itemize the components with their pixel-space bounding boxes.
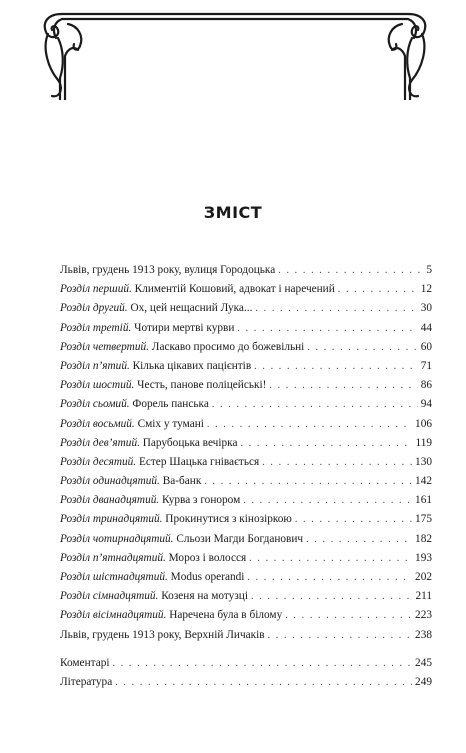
toc-entry: [60, 437, 432, 456]
toc-entry-text: [60, 609, 282, 621]
page-number: 71: [420, 359, 432, 372]
page-number: 142: [415, 475, 432, 488]
page-number: 5: [426, 264, 432, 276]
section-gap: [60, 648, 432, 657]
toc-entry-text: [60, 513, 292, 525]
dot-leader: [251, 591, 412, 602]
toc-entry-text: [60, 379, 266, 391]
toc-entry-text: [60, 322, 234, 334]
page-number: 249: [415, 675, 432, 688]
page-number: 202: [415, 571, 432, 583]
chapter-label: Розділ вісімнадцятий.: [60, 609, 167, 622]
dot-leader: [113, 658, 413, 669]
dot-leader: [295, 514, 412, 525]
toc-entry-text: [60, 657, 110, 669]
toc-entry: [60, 341, 432, 360]
toc-entry: [60, 552, 432, 571]
chapter-title: Прокинутися з кінозіркою: [165, 513, 292, 526]
page-number: 60: [420, 340, 432, 353]
dot-leader: [254, 361, 418, 372]
toc-entry: [60, 322, 432, 341]
page-number: 161: [415, 494, 432, 507]
toc-entry: [60, 571, 432, 590]
page-number: 245: [415, 656, 432, 669]
toc-entry: [60, 676, 432, 695]
dot-leader: [285, 610, 412, 621]
chapter-title: Курва з гонором: [162, 494, 241, 507]
chapter-label: Розділ сьомий.: [60, 398, 130, 411]
chapter-title: Література: [60, 675, 113, 688]
dot-leader: [262, 457, 412, 468]
chapter-title: Ва-банк: [162, 475, 202, 488]
chapter-title: Парубоцька вечірка: [142, 436, 238, 449]
dot-leader: [249, 553, 412, 564]
toc-entry-text: [60, 456, 259, 468]
toc-entry: [60, 657, 432, 676]
toc-entry-text: [60, 676, 112, 688]
toc-entry-text: [60, 494, 240, 506]
toc-entry-text: [60, 360, 251, 372]
toc-entry: [60, 360, 432, 379]
chapter-label: Розділ дванадцятий.: [60, 494, 160, 507]
toc-entry: [60, 513, 432, 532]
dot-leader: [306, 534, 412, 545]
chapter-label: Розділ шостий.: [60, 379, 135, 392]
chapter-label: Розділ шістнадцятий.: [60, 571, 168, 583]
toc-entry: [60, 264, 432, 283]
page-number: 12: [420, 283, 432, 296]
chapter-label: Розділ сімнадцятий.: [60, 590, 159, 603]
toc-entry-text: [60, 571, 244, 583]
chapter-title: Кілька цікавих пацієнтів: [132, 359, 252, 372]
chapter-label: Розділ чотирнадцятий.: [60, 532, 174, 545]
chapter-label: Розділ другий.: [60, 302, 128, 315]
toc-entry-text: [60, 302, 252, 314]
dot-leader: [247, 572, 412, 583]
chapter-label: Розділ одинадцятий.: [60, 475, 160, 488]
page-number: 94: [420, 398, 432, 411]
toc-entry: [60, 379, 432, 398]
chapter-title: Наречена була в білому: [169, 609, 283, 622]
toc-entry-text: [60, 283, 335, 295]
chapter-title: Modus operandi: [170, 571, 245, 583]
dot-leader: [207, 419, 412, 430]
chapter-title: Львів, грудень 1913 року, вулиця Городоцька: [60, 264, 276, 276]
toc-entry-text: [60, 264, 275, 276]
page-number: 223: [415, 609, 432, 622]
dot-leader: [212, 399, 418, 410]
chapter-label: Розділ п’ятнадцятий.: [60, 551, 166, 564]
header-ornament-icon: [38, 8, 432, 100]
dot-leader: [269, 380, 417, 391]
toc-entry: [60, 302, 432, 321]
dot-leader: [243, 495, 412, 506]
toc-entry-text: [60, 552, 246, 564]
table-of-contents: [60, 264, 432, 695]
chapter-label: Розділ дев’ятий.: [60, 436, 140, 449]
chapter-title: Сміх у тумані: [137, 417, 204, 430]
chapter-title: Форель панська: [132, 398, 209, 411]
toc-entry: [60, 533, 432, 552]
chapter-title: Чотири мертві курви: [134, 321, 235, 334]
toc-entry: [60, 398, 432, 417]
page-number: 30: [420, 302, 432, 315]
page-number: 130: [415, 455, 432, 468]
page-number: 238: [415, 628, 432, 641]
chapter-label: Розділ восьмий.: [60, 417, 135, 430]
toc-title: ЗМІСТ: [203, 203, 263, 222]
page-number: 86: [420, 379, 432, 392]
dot-leader: [237, 323, 417, 334]
page-number: 211: [415, 590, 432, 603]
toc-entry-text: [60, 533, 303, 545]
chapter-title: Мороз і волосся: [168, 551, 247, 564]
toc-entry: [60, 590, 432, 609]
chapter-label: Розділ тринадцятий.: [60, 513, 163, 526]
toc-entry: [60, 418, 432, 437]
dot-leader: [255, 303, 417, 314]
toc-entry-text: [60, 437, 237, 449]
chapter-label: Розділ четвертий.: [60, 340, 149, 353]
toc-entry-text: [60, 590, 248, 602]
dot-leader: [278, 265, 423, 276]
chapter-label: Розділ перший.: [60, 283, 132, 296]
toc-entry-text: [60, 398, 209, 410]
chapter-title: Сльози Магди Богданович: [176, 532, 304, 545]
page-number: 193: [415, 551, 432, 564]
toc-entry: [60, 475, 432, 494]
dot-leader: [204, 476, 412, 487]
chapter-title: Ласкаво просимо до божевільні: [151, 340, 305, 353]
page-number: 44: [420, 321, 432, 334]
chapter-title: Коментарі: [60, 656, 110, 669]
toc-entry: [60, 494, 432, 513]
chapter-title: Ох, цей нещасний Лука...: [130, 302, 253, 315]
chapter-label: Розділ десятий.: [60, 455, 137, 468]
toc-entry-text: [60, 341, 304, 353]
dot-leader: [115, 677, 412, 688]
toc-entry: [60, 609, 432, 628]
chapter-title: Львів, грудень 1913 року, Верхній Личаків: [60, 628, 265, 641]
dot-leader: [240, 438, 412, 449]
toc-entry: [60, 456, 432, 475]
chapter-title: Естер Шацька гнівається: [138, 455, 260, 468]
chapter-title: Честь, панове поліцейські!: [137, 379, 267, 392]
page-number: 175: [415, 513, 432, 526]
dot-leader: [338, 284, 418, 295]
chapter-title: Климентій Кошовий, адвокат і наречений: [134, 283, 335, 296]
dot-leader: [307, 342, 417, 353]
page-number: 182: [415, 532, 432, 545]
page-number: 119: [415, 436, 432, 449]
chapter-label: Розділ третій.: [60, 321, 132, 334]
toc-entry-text: [60, 629, 265, 641]
page-number: 106: [415, 417, 432, 430]
toc-entry: [60, 283, 432, 302]
toc-entry-text: [60, 475, 201, 487]
toc-entry-text: [60, 418, 204, 430]
chapter-title: Козеня на мотузці: [161, 590, 248, 603]
toc-entry: [60, 629, 432, 648]
dot-leader: [268, 630, 412, 641]
chapter-label: Розділ п’ятий.: [60, 359, 130, 372]
